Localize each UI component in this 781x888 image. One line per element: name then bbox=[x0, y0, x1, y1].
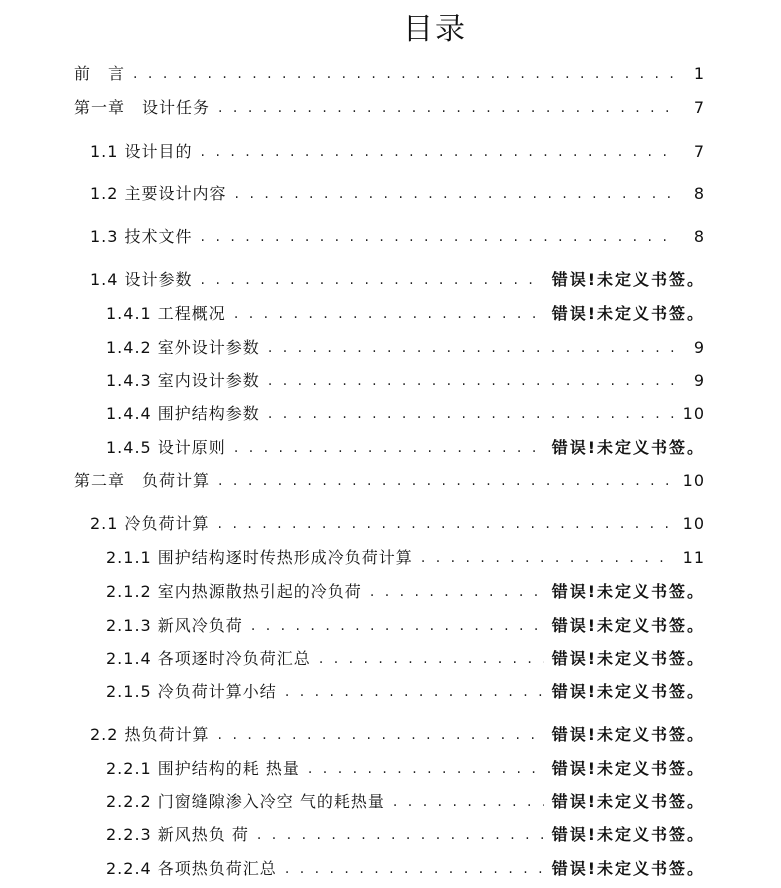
toc-entry[interactable] bbox=[90, 723, 705, 747]
toc-entry[interactable] bbox=[90, 268, 705, 292]
toc-entry-label: 第一章 设计任务 bbox=[74, 98, 211, 117]
toc-entry[interactable] bbox=[106, 790, 705, 814]
page-title: 目录 bbox=[403, 12, 467, 47]
toc-entry-page: 9 bbox=[693, 338, 705, 357]
dot-leader bbox=[218, 723, 544, 747]
dot-leader bbox=[308, 757, 544, 781]
dot-leader bbox=[201, 225, 677, 249]
toc-entry[interactable] bbox=[106, 302, 705, 326]
dot-leader bbox=[268, 402, 675, 426]
toc-entry[interactable] bbox=[74, 62, 705, 86]
toc-entry-label: 1.4.2 室外设计参数 bbox=[106, 338, 260, 357]
toc-entry-label: 1.3 技术文件 bbox=[90, 227, 193, 246]
dot-leader bbox=[268, 336, 677, 360]
toc-entry[interactable] bbox=[106, 436, 705, 460]
toc-entry-label: 2.2.1 围护结构的耗 热量 bbox=[106, 759, 300, 778]
dot-leader bbox=[393, 790, 544, 814]
toc-entry-label: 1.4.5 设计原则 bbox=[106, 438, 226, 457]
dot-leader bbox=[268, 369, 677, 393]
dot-leader bbox=[235, 182, 677, 206]
toc-entry[interactable] bbox=[106, 369, 705, 393]
toc-entry[interactable] bbox=[106, 647, 705, 671]
dot-leader bbox=[218, 469, 675, 493]
dot-leader bbox=[133, 62, 677, 86]
toc-entry-page: 9 bbox=[693, 371, 705, 390]
toc-entry-page: 错误!未定义书签。 bbox=[551, 616, 705, 635]
toc-entry-page: 8 bbox=[693, 184, 705, 203]
toc-entry-page: 7 bbox=[693, 98, 705, 117]
toc-entry-page: 错误!未定义书签。 bbox=[551, 304, 705, 323]
toc-entry[interactable] bbox=[90, 182, 705, 206]
toc-entry-page: 7 bbox=[693, 142, 705, 161]
dot-leader bbox=[201, 268, 544, 292]
toc-entry[interactable] bbox=[90, 140, 705, 164]
dot-leader bbox=[370, 580, 544, 604]
toc-entry[interactable] bbox=[74, 96, 705, 120]
toc-entry-page: 错误!未定义书签。 bbox=[551, 649, 705, 668]
dot-leader bbox=[319, 647, 544, 671]
toc-entry[interactable] bbox=[106, 823, 705, 847]
toc-entry-page: 11 bbox=[682, 548, 705, 567]
toc-entry-label: 1.1 设计目的 bbox=[90, 142, 193, 161]
toc-entry-label: 前 言 bbox=[74, 64, 126, 83]
toc-entry-page: 错误!未定义书签。 bbox=[551, 582, 705, 601]
dot-leader bbox=[285, 857, 544, 881]
toc-entry-label: 1.4.1 工程概况 bbox=[106, 304, 226, 323]
dot-leader bbox=[251, 614, 544, 638]
toc-entry[interactable] bbox=[106, 680, 705, 704]
toc-entry-label: 2.2 热负荷计算 bbox=[90, 725, 210, 744]
toc-entry-page: 错误!未定义书签。 bbox=[551, 792, 705, 811]
toc-entry[interactable] bbox=[106, 336, 705, 360]
toc-entry-label: 2.1.5 冷负荷计算小结 bbox=[106, 682, 277, 701]
toc-entry-page: 错误!未定义书签。 bbox=[551, 759, 705, 778]
toc-entry-page: 错误!未定义书签。 bbox=[551, 682, 705, 701]
toc-entry-page: 错误!未定义书签。 bbox=[551, 725, 705, 744]
toc-entry-label: 1.4 设计参数 bbox=[90, 270, 193, 289]
dot-leader bbox=[218, 512, 675, 536]
toc-entry-page: 1 bbox=[693, 64, 705, 83]
toc-entry[interactable] bbox=[106, 580, 705, 604]
toc-entry[interactable] bbox=[106, 614, 705, 638]
toc-entry[interactable] bbox=[106, 857, 705, 881]
toc-entry-label: 1.4.3 室内设计参数 bbox=[106, 371, 260, 390]
toc-entry-label: 2.1.1 围护结构逐时传热形成冷负荷计算 bbox=[106, 548, 413, 567]
dot-leader bbox=[218, 96, 677, 120]
toc-entry[interactable] bbox=[74, 469, 705, 493]
toc-entry-label: 1.4.4 围护结构参数 bbox=[106, 404, 260, 423]
toc-entry-label: 2.1.3 新风冷负荷 bbox=[106, 616, 243, 635]
toc-entry-label: 2.1.2 室内热源散热引起的冷负荷 bbox=[106, 582, 362, 601]
dot-leader bbox=[257, 823, 544, 847]
dot-leader bbox=[234, 302, 544, 326]
dot-leader bbox=[201, 140, 677, 164]
toc-entry-label: 2.2.3 新风热负 荷 bbox=[106, 825, 249, 844]
toc-entry-label: 2.2.4 各项热负荷汇总 bbox=[106, 859, 277, 878]
toc-entry[interactable] bbox=[106, 546, 705, 570]
toc-entry[interactable] bbox=[90, 225, 705, 249]
toc-entry-page: 10 bbox=[682, 471, 705, 490]
toc-entry-page: 错误!未定义书签。 bbox=[551, 270, 705, 289]
toc-entry-label: 第二章 负荷计算 bbox=[74, 471, 211, 490]
toc-entry-page: 错误!未定义书签。 bbox=[551, 859, 705, 878]
toc-entry[interactable] bbox=[90, 512, 705, 536]
toc-entry[interactable] bbox=[106, 757, 705, 781]
dot-leader bbox=[421, 546, 675, 570]
toc-entry-page: 10 bbox=[682, 404, 705, 423]
toc-entry-label: 1.2 主要设计内容 bbox=[90, 184, 227, 203]
toc-entry-page: 10 bbox=[682, 514, 705, 533]
toc-entry[interactable] bbox=[106, 402, 705, 426]
dot-leader bbox=[285, 680, 544, 704]
toc-entry-label: 2.1.4 各项逐时冷负荷汇总 bbox=[106, 649, 311, 668]
toc-entry-page: 8 bbox=[693, 227, 705, 246]
toc-entry-page: 错误!未定义书签。 bbox=[551, 438, 705, 457]
toc-entry-label: 2.2.2 门窗缝隙渗入冷空 气的耗热量 bbox=[106, 792, 385, 811]
toc-entry-label: 2.1 冷负荷计算 bbox=[90, 514, 210, 533]
toc-entry-page: 错误!未定义书签。 bbox=[551, 825, 705, 844]
dot-leader bbox=[234, 436, 544, 460]
